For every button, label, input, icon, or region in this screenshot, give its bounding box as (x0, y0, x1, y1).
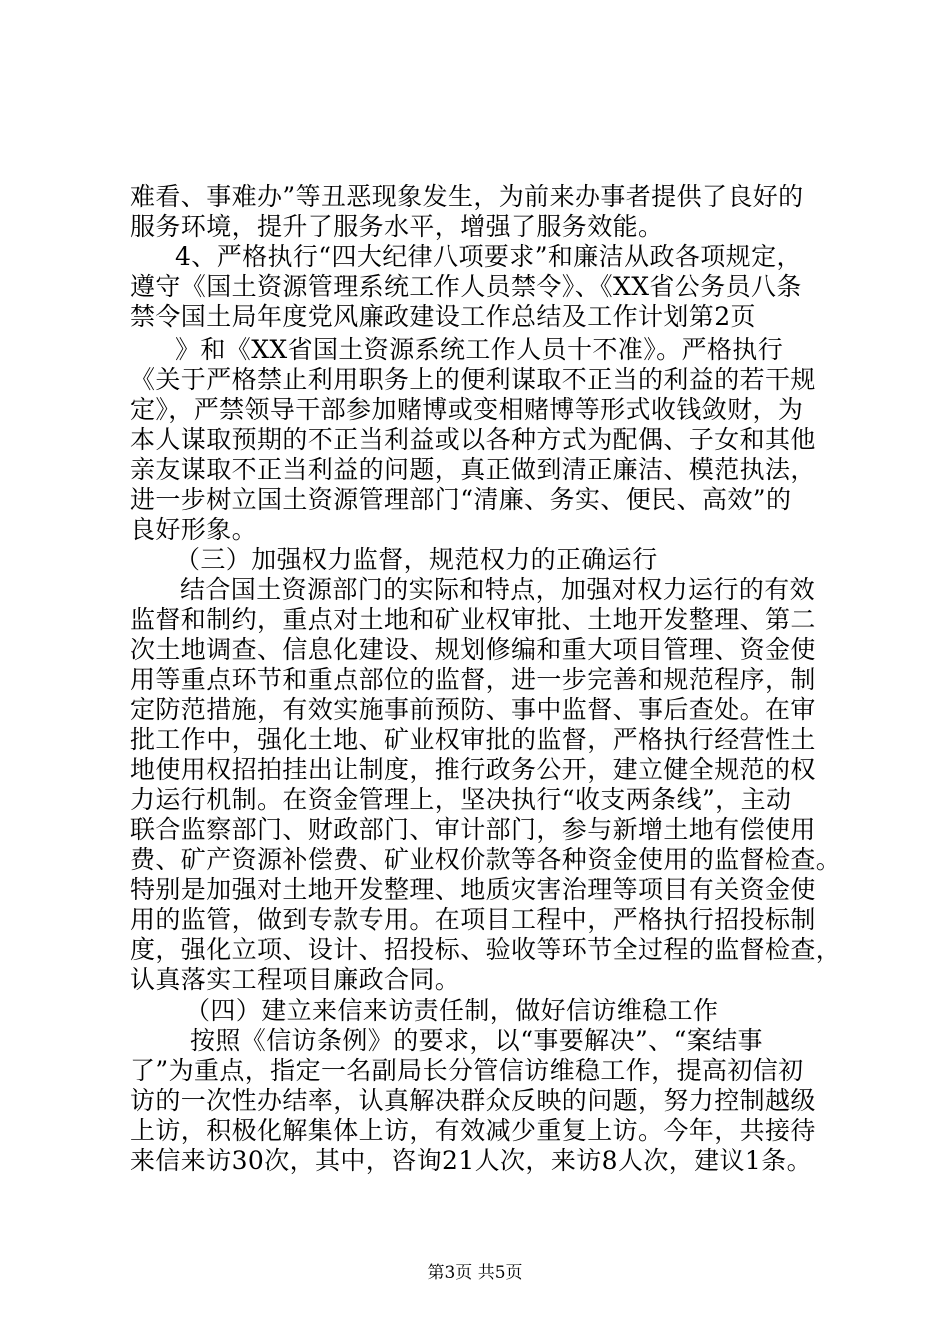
text-line: 了”为重点，指定一名副局长分管信访维稳工作，提高初信初 (130, 1056, 804, 1085)
text-line: 结合国土资源部门的实际和特点，加强对权力运行的有效 (180, 575, 816, 604)
text-line: 服务环境，提升了服务水平，增强了服务效能。 (130, 212, 664, 241)
page-footer: 第3页 共5页 (427, 1263, 523, 1283)
text-line: 力运行机制。在资金管理上，坚决执行“收支两条线”，主动 (130, 785, 792, 814)
text-line: 难看、事难办”等丑恶现象发生，为前来办事者提供了良好的 (130, 182, 804, 211)
text-line: 进一步树立国土资源管理部门“清廉、务实、便民、高效”的 (130, 485, 792, 514)
text-line: 度，强化立项、设计、招投标、验收等环节全过程的监督检查， (130, 935, 842, 964)
text-line: 用等重点环节和重点部位的监督，进一步完善和规范程序，制 (130, 665, 816, 694)
text-line: （四）建立来信来访责任制，做好信访维稳工作 (185, 996, 719, 1025)
text-line: 良好形象。 (130, 515, 258, 544)
text-line: 本人谋取预期的不正当利益或以各种方式为配偶、子女和其他 (130, 425, 816, 454)
text-line: 用的监管，做到专款专用。在项目工程中，严格执行招投标制 (130, 905, 816, 934)
text-line: 定》，严禁领导干部参加赌博或变相赌博等形式收钱敛财，为 (130, 395, 804, 424)
text-line: 联合监察部门、财政部门、审计部门，参与新增土地有偿使用 (130, 815, 816, 844)
text-line: 次土地调查、信息化建设、规划修编和重大项目管理、资金使 (130, 635, 816, 664)
text-line: 《关于严格禁止利用职务上的便利谋取不正当的利益的若干规 (130, 365, 816, 394)
text-line: 访的一次性办结率，认真解决群众反映的问题，努力控制越级 (130, 1086, 816, 1115)
text-line: 禁令国土局年度党风廉政建设工作总结及工作计划第2页 (130, 302, 756, 331)
text-line: 监督和制约，重点对土地和矿业权审批、土地开发整理、第二 (130, 605, 816, 634)
text-line: 》和《XX省国土资源系统工作人员十不准》。严格执行 (175, 335, 784, 364)
text-line: 费、矿产资源补偿费、矿业权价款等各种资金使用的监督检查。 (130, 845, 842, 874)
text-line: 定防范措施，有效实施事前预防、事中监督、事后查处。在审 (130, 695, 816, 724)
text-line: 批工作中，强化土地、矿业权审批的监督，严格执行经营性土 (130, 725, 816, 754)
text-line: 4、严格执行“四大纪律八项要求”和廉洁从政各项规定， (175, 242, 802, 271)
text-line: 来信来访30次，其中，咨询21人次，来访8人次，建议1条。 (130, 1146, 813, 1175)
text-line: 认真落实工程项目廉政合同。 (130, 965, 461, 994)
text-line: 上访，积极化解集体上访，有效减少重复上访。今年，共接待 (130, 1116, 816, 1145)
text-line: （三）加强权力监督，规范权力的正确运行 (175, 545, 658, 574)
text-line: 地使用权招拍挂出让制度，推行政务公开，建立健全规范的权 (130, 755, 816, 784)
text-line: 特别是加强对土地开发整理、地质灾害治理等项目有关资金使 (130, 875, 816, 904)
text-line: 亲友谋取不正当利益的问题，真正做到清正廉洁、模范执法， (130, 455, 816, 484)
text-line: 遵守《国土资源管理系统工作人员禁令》、《XX省公务员八条 (130, 272, 802, 301)
text-line: 按照《信访条例》的要求，以“事要解决”、“案结事 (190, 1026, 763, 1055)
